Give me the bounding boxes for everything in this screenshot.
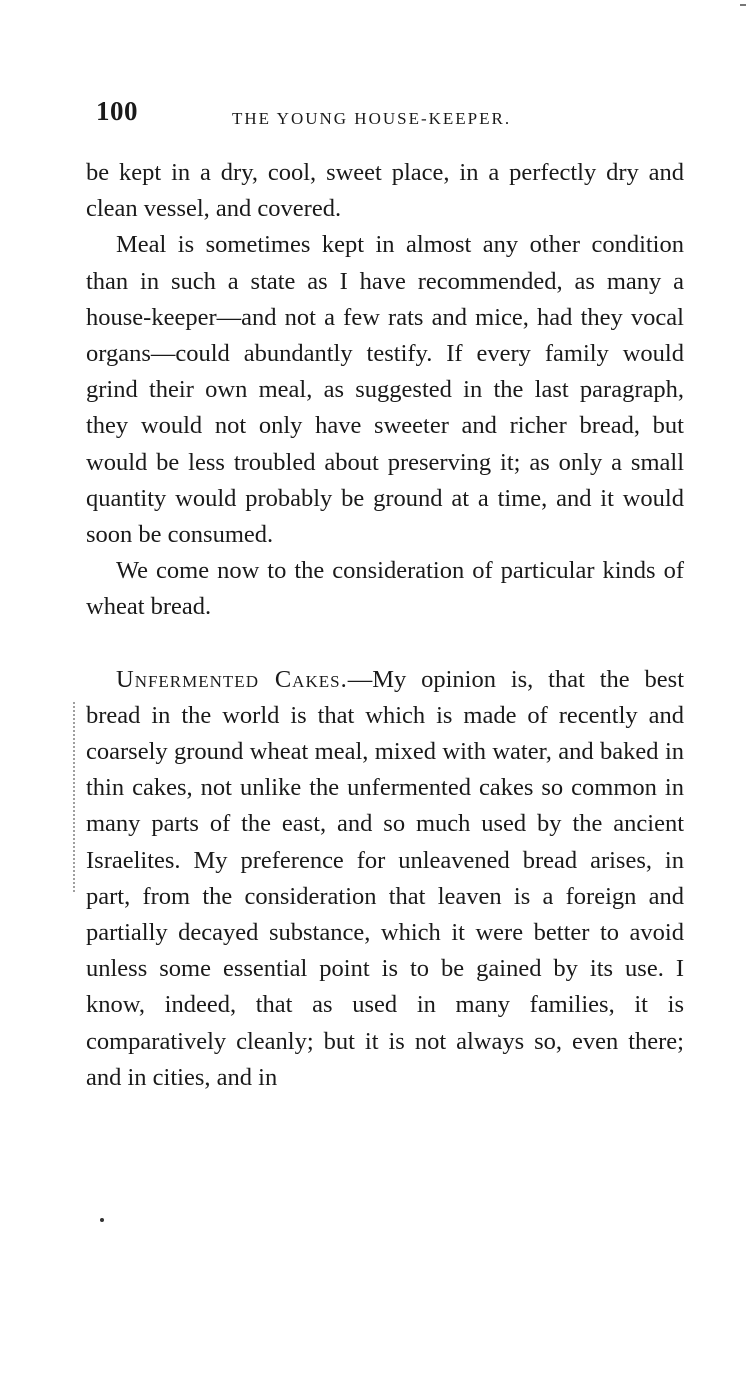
corner-mark xyxy=(740,4,746,6)
page-body xyxy=(86,155,684,1096)
ink-speck xyxy=(100,1218,104,1222)
margin-pencil-mark xyxy=(73,702,82,892)
page-number: 100 xyxy=(96,96,138,126)
paragraph-continuation: be kept in a dry, cool, sweet place, in a perfectly dry and clean vessel, and covered. xyxy=(86,159,684,223)
paragraph-meal-storage: Meal is sometimes kept in almost any other condition than in such a state as I have recommended, as many a house-keeper—and not a few rats and mice, had they vocal organs—could abundantly testify. If every family would grind their own meal, as suggested in the last paragraph, they would not only have sweeter and richer bread, but would be less troubled about preserving it; as only a small quantity would probably be ground at a time, and it would soon be consumed. xyxy=(86,231,684,549)
section-heading: Unfermented Cakes. xyxy=(116,665,348,693)
section-break xyxy=(86,626,684,662)
paragraph-wheat-bread-intro: We come now to the consideration of particular kinds of wheat bread. xyxy=(86,557,684,621)
paragraph-unfermented-cakes-body: —My opinion is, that the best bread in the world is that which is made of recently and coarsely ground wheat meal, mixed with water, and baked in thin cakes, not unlike the unfermented cakes so common in many parts of the east, and so much used by the ancient Israelites. My preference for unleavened bread arises, in part, from the consideration that leaven is a foreign and partially decayed substance, which it were better to avoid unless some essential point is to be gained by its use. I know, indeed, that as used in many families, it is comparatively cleanly; but it is not always so, even there; and in cities, and in xyxy=(86,665,684,1091)
paragraph-unfermented-cakes xyxy=(86,662,684,1096)
page-header xyxy=(96,96,586,136)
running-head: THE YOUNG HOUSE-KEEPER. xyxy=(232,109,512,128)
